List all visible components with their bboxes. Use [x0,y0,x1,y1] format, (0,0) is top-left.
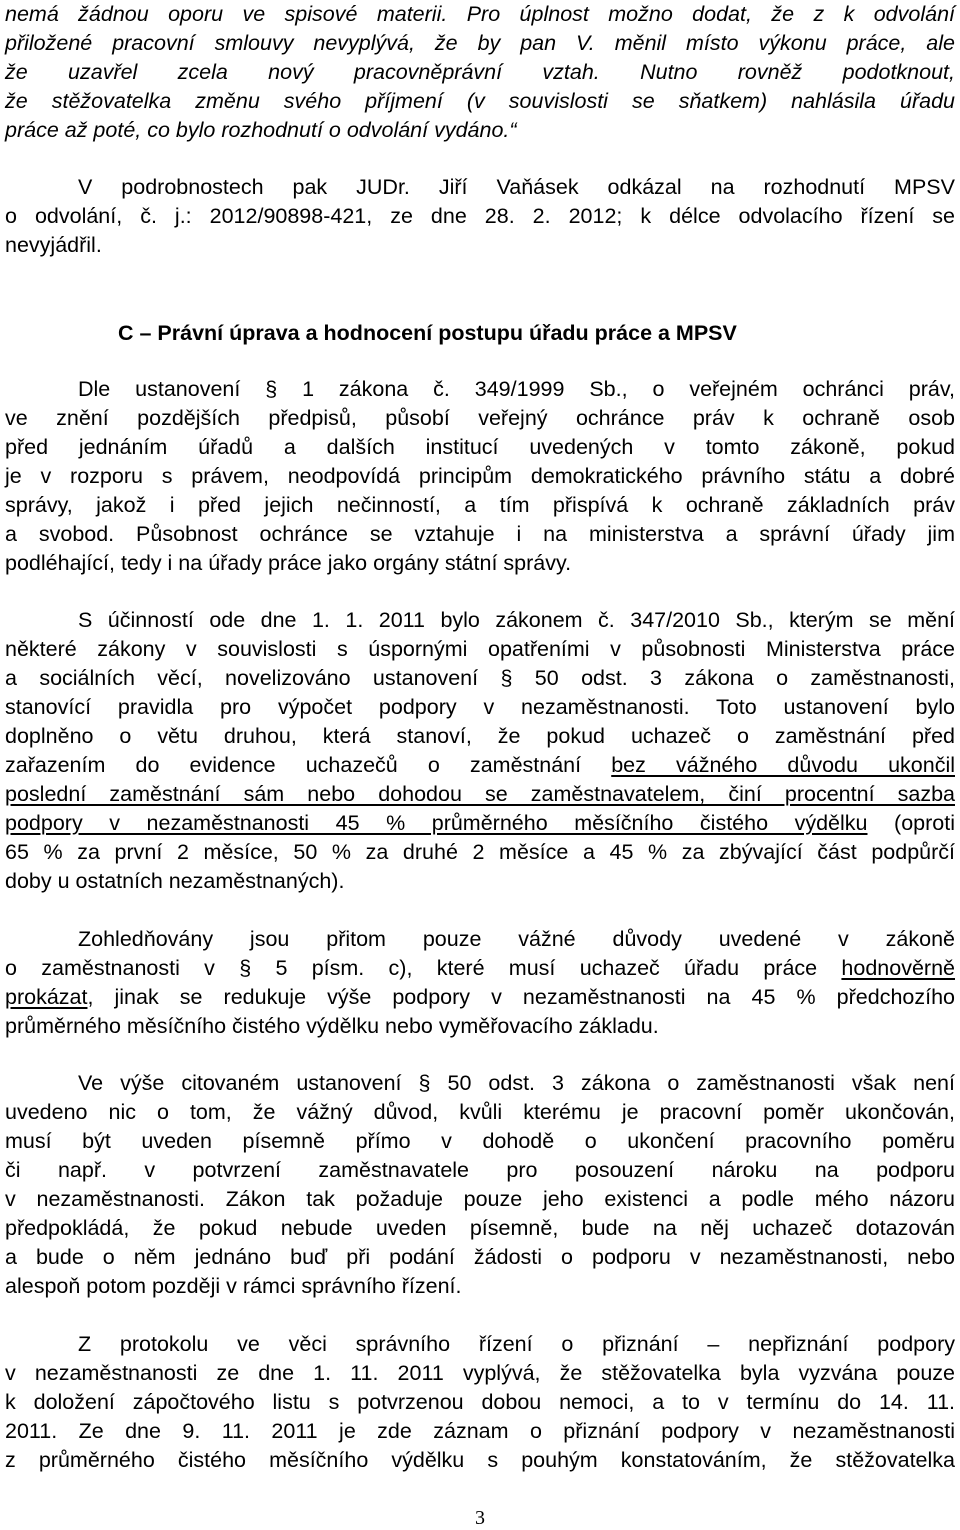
paragraph-line: či např. v potvrzení zaměstnavatele pro posouzení nároku na podporu [5,1158,955,1182]
paragraph-line: o odvolání, č. j.: 2012/90898-421, ze dne 28. 2. 2012; k délce odvolacího řízení se [5,204,955,228]
paragraph-line [5,809,955,838]
quote-line: že uzavřel zcela nový pracovněprávní vztah. Nutno rovněž podotknout, [5,60,955,84]
paragraph-line: je v rozporu s právem, neodpovídá principům demokratického právního státu a dobré [5,464,955,488]
paragraph-line: uvedeno nic o tom, že vážný důvod, kvůli kterému je pracovní poměr ukončován, [5,1100,955,1124]
paragraph-line: v nezaměstnanosti ze dne 1. 11. 2011 vyplývá, že stěžovatelka byla vyzvána pouze [5,1361,955,1385]
paragraph-line: 2011. Ze dne 9. 11. 2011 je zde záznam o přiznání podpory v nezaměstnanosti [5,1419,955,1443]
paragraph-line: a sociálních věcí, novelizováno ustanovení § 50 odst. 3 zákona o zaměstnanosti, [5,666,955,690]
paragraph-line: před jednáním úřadů a dalších institucí uvedených v tomto zákoně, pokud [5,435,955,459]
paragraph-line: z průměrného čistého měsíčního výdělku s pouhým konstatováním, že stěžovatelka [5,1448,955,1472]
quote-line: nemá žádnou oporu ve spisové materii. Pro úplnost možno dodat, že z k odvolání [5,2,955,26]
underlined-text: bez vážného důvodu ukončil [611,753,955,777]
paragraph-line [5,983,955,1012]
underlined-text: prokázat [5,985,88,1009]
paragraph-line [5,954,955,983]
paragraph-line [5,780,955,809]
page-number: 3 [475,1507,485,1529]
paragraph-line: v nezaměstnanosti. Zákon tak požaduje pouze jeho existenci a podle mého názoru [5,1187,955,1211]
quote-line: přiložené pracovní smlouvy nevyplývá, že by pan V. měnil místo výkonu práce, ale [5,31,955,55]
paragraph-line: S účinností ode dne 1. 1. 2011 bylo zákonem č. 347/2010 Sb., kterým se mění [78,608,955,632]
paragraph-line: Z protokolu ve věci správního řízení o přiznání – nepřiznání podpory [78,1332,955,1356]
paragraph-line: správy, jakož i před jejich nečinností, a tím přispívá k ochraně základních práv [5,493,955,517]
paragraph-line: nevyjádřil. [5,233,102,257]
paragraph-line [5,751,955,780]
paragraph-line: některé zákony v souvislosti s úspornými opatřeními v působnosti Ministerstva práce [5,637,955,661]
paragraph-line: a bude o něm jednáno buď při podání žádosti o podporu v nezaměstnanosti, nebo [5,1245,955,1269]
paragraph-line: 65 % za první 2 měsíce, 50 % za druhé 2 měsíce a 45 % za zbývající část podpůrčí [5,840,955,864]
paragraph-line: musí být uveden písemně přímo v dohodě o ukončení pracovního poměru [5,1129,955,1153]
paragraph-line: V podrobnostech pak JUDr. Jiří Vaňásek odkázal na rozhodnutí MPSV [78,175,955,199]
plain-text: , jinak se redukuje výše podpory v nezaměstnanosti na 45 % předchozího [87,985,955,1009]
underlined-text: hodnověrně [841,956,955,980]
paragraph-line: alespoň potom později v rámci správního řízení. [5,1274,462,1298]
plain-text: zařazením do evidence uchazečů o zaměstnání [5,753,612,777]
paragraph-line: a svobod. Působnost ochránce se vztahuje i na ministerstva a správní úřady jim [5,522,955,546]
paragraph-line: podléhající, tedy i na úřady práce jako orgány státní správy. [5,551,572,575]
paragraph-line: průměrného měsíčního čistého výdělku nebo vyměřovacího základu. [5,1014,659,1038]
paragraph-line: stanovící pravidla pro výpočet podpory v nezaměstnanosti. Toto ustanovení bylo [5,695,955,719]
section-heading: C – Právní úprava a hodnocení postupu úřadu práce a MPSV [118,321,737,345]
paragraph-line: Ve výše citovaném ustanovení § 50 odst. 3 zákona o zaměstnanosti však není [78,1071,955,1095]
underlined-text: poslední zaměstnání sám nebo dohodou se zaměstnavatelem, činí procentní sazba [5,782,955,806]
paragraph-line: k doložení zápočtového listu s potvrzenou dobou nemoci, a to v termínu do 14. 11. [5,1390,955,1414]
paragraph-line: předpokládá, že pokud nebude uveden písemně, bude na něj uchazeč dotazován [5,1216,955,1240]
quote-line: práce až poté, co bylo rozhodnutí o odvolání vydáno.“ [5,118,517,142]
plain-text: o zaměstnanosti v § 5 písm. c), které musí uchazeč úřadu práce [5,956,842,980]
paragraph-line: Zohledňovány jsou přitom pouze vážné důvody uvedené v zákoně [78,927,955,951]
plain-text: (oproti [867,811,955,835]
quote-line: že stěžovatelka změnu svého příjmení (v souvislosti se sňatkem) nahlásila úřadu [5,89,955,113]
paragraph-line: doby u ostatních nezaměstnaných). [5,869,345,893]
paragraph-line: Dle ustanovení § 1 zákona č. 349/1999 Sb., o veřejném ochránci práv, [78,377,955,401]
paragraph-line: doplněno o větu druhou, která stanoví, že pokud uchazeč o zaměstnání před [5,724,955,748]
underlined-text: podpory v nezaměstnanosti 45 % průměrného měsíčního čistého výdělku [5,811,868,835]
paragraph-line: ve znění pozdějších předpisů, působí veřejný ochránce práv k ochraně osob [5,406,955,430]
